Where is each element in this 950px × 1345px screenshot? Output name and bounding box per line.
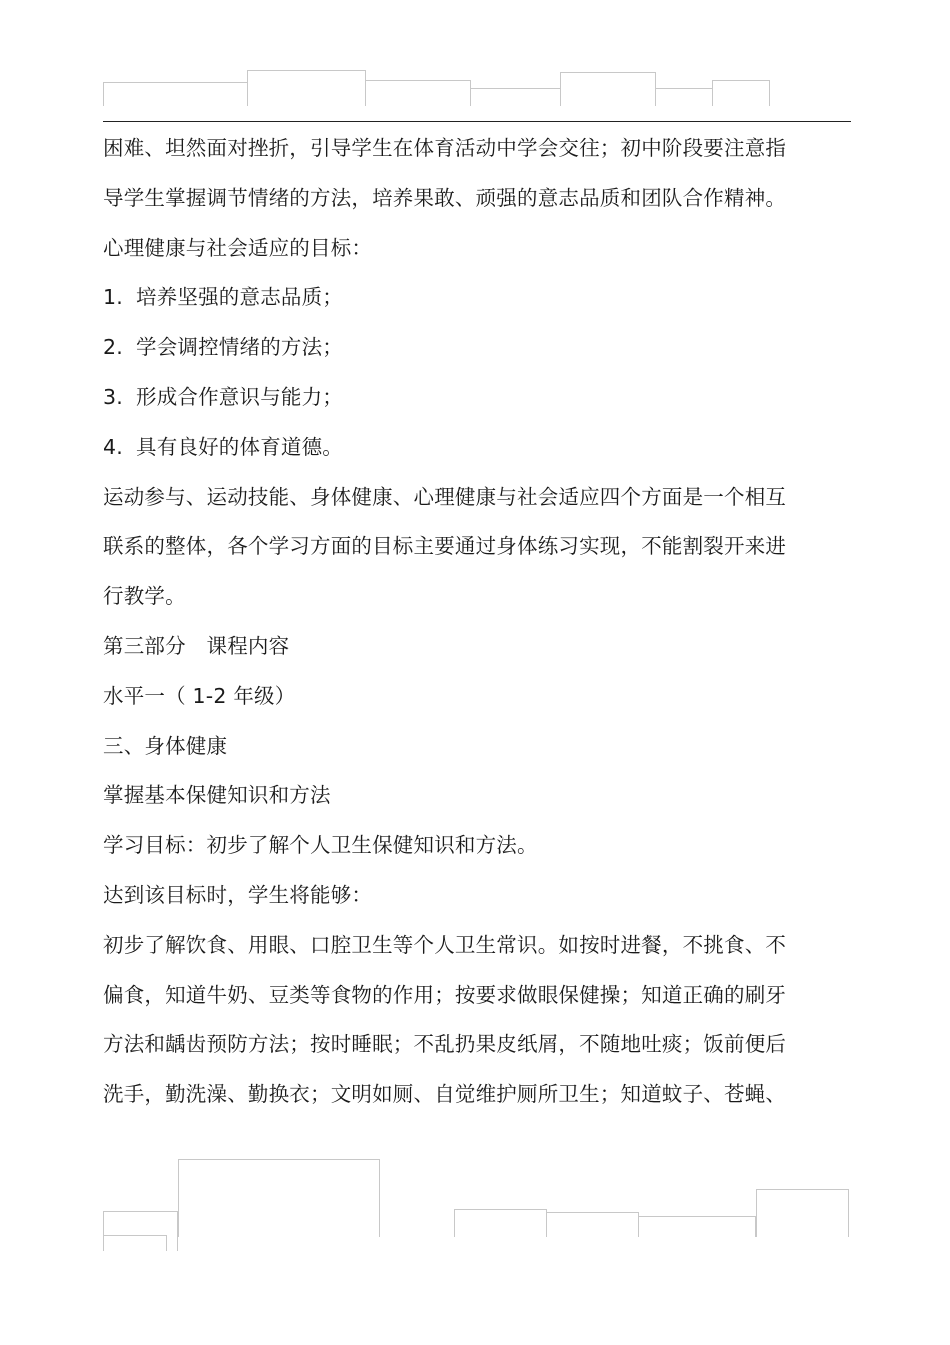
text-line: 导学生掌握调节情绪的方法，培养果敢、顽强的意志品质和团队合作精神。	[103, 185, 787, 210]
list-item: 3. 形成合作意识与能力；	[103, 384, 343, 409]
section-heading: 心理健康与社会适应的目标：	[103, 235, 373, 260]
text-line: 联系的整体，各个学习方面的目标主要通过身体练习实现，不能割裂开来进	[103, 534, 787, 559]
text-line: 运动参与、运动技能、身体健康、心理健康与社会适应四个方面是一个相互	[103, 484, 787, 509]
learning-goal: 学习目标：初步了解个人卫生保健知识和方法。	[103, 833, 538, 858]
text-line: 偏食，知道牛奶、豆类等食物的作用；按要求做眼保健操；知道正确的刷牙	[103, 982, 787, 1007]
text-line: 洗手，勤洗澡、勤换衣；文明如厕、自觉维护厕所卫生；知道蚊子、苍蝇、	[103, 1082, 787, 1107]
text-line: 达到该目标时，学生将能够：	[103, 882, 373, 907]
list-item: 2. 学会调控情绪的方法；	[103, 335, 343, 360]
text-line: 初步了解饮食、用眼、口腔卫生等个人卫生常识。如按时进餐，不挑食、不	[103, 932, 787, 957]
body-text	[103, 124, 823, 1120]
part-heading: 第三部分 课程内容	[103, 633, 290, 658]
subsection-heading: 掌握基本保健知识和方法	[103, 783, 331, 808]
list-item: 1. 培养坚强的意志品质；	[103, 285, 343, 310]
level-heading: 水平一（ 1-2 年级）	[103, 683, 296, 708]
text-line: 困难、坦然面对挫折，引导学生在体育活动中学会交往；初中阶段要注意指	[103, 136, 787, 160]
text-line: 方法和龋齿预防方法；按时睡眠；不乱扔果皮纸屑，不随地吐痰；饭前便后	[103, 1032, 787, 1057]
header-rule	[103, 121, 851, 122]
list-item: 4. 具有良好的体育道德。	[103, 434, 343, 459]
section-heading: 三、身体健康	[103, 733, 228, 758]
text-line: 行教学。	[103, 584, 186, 609]
